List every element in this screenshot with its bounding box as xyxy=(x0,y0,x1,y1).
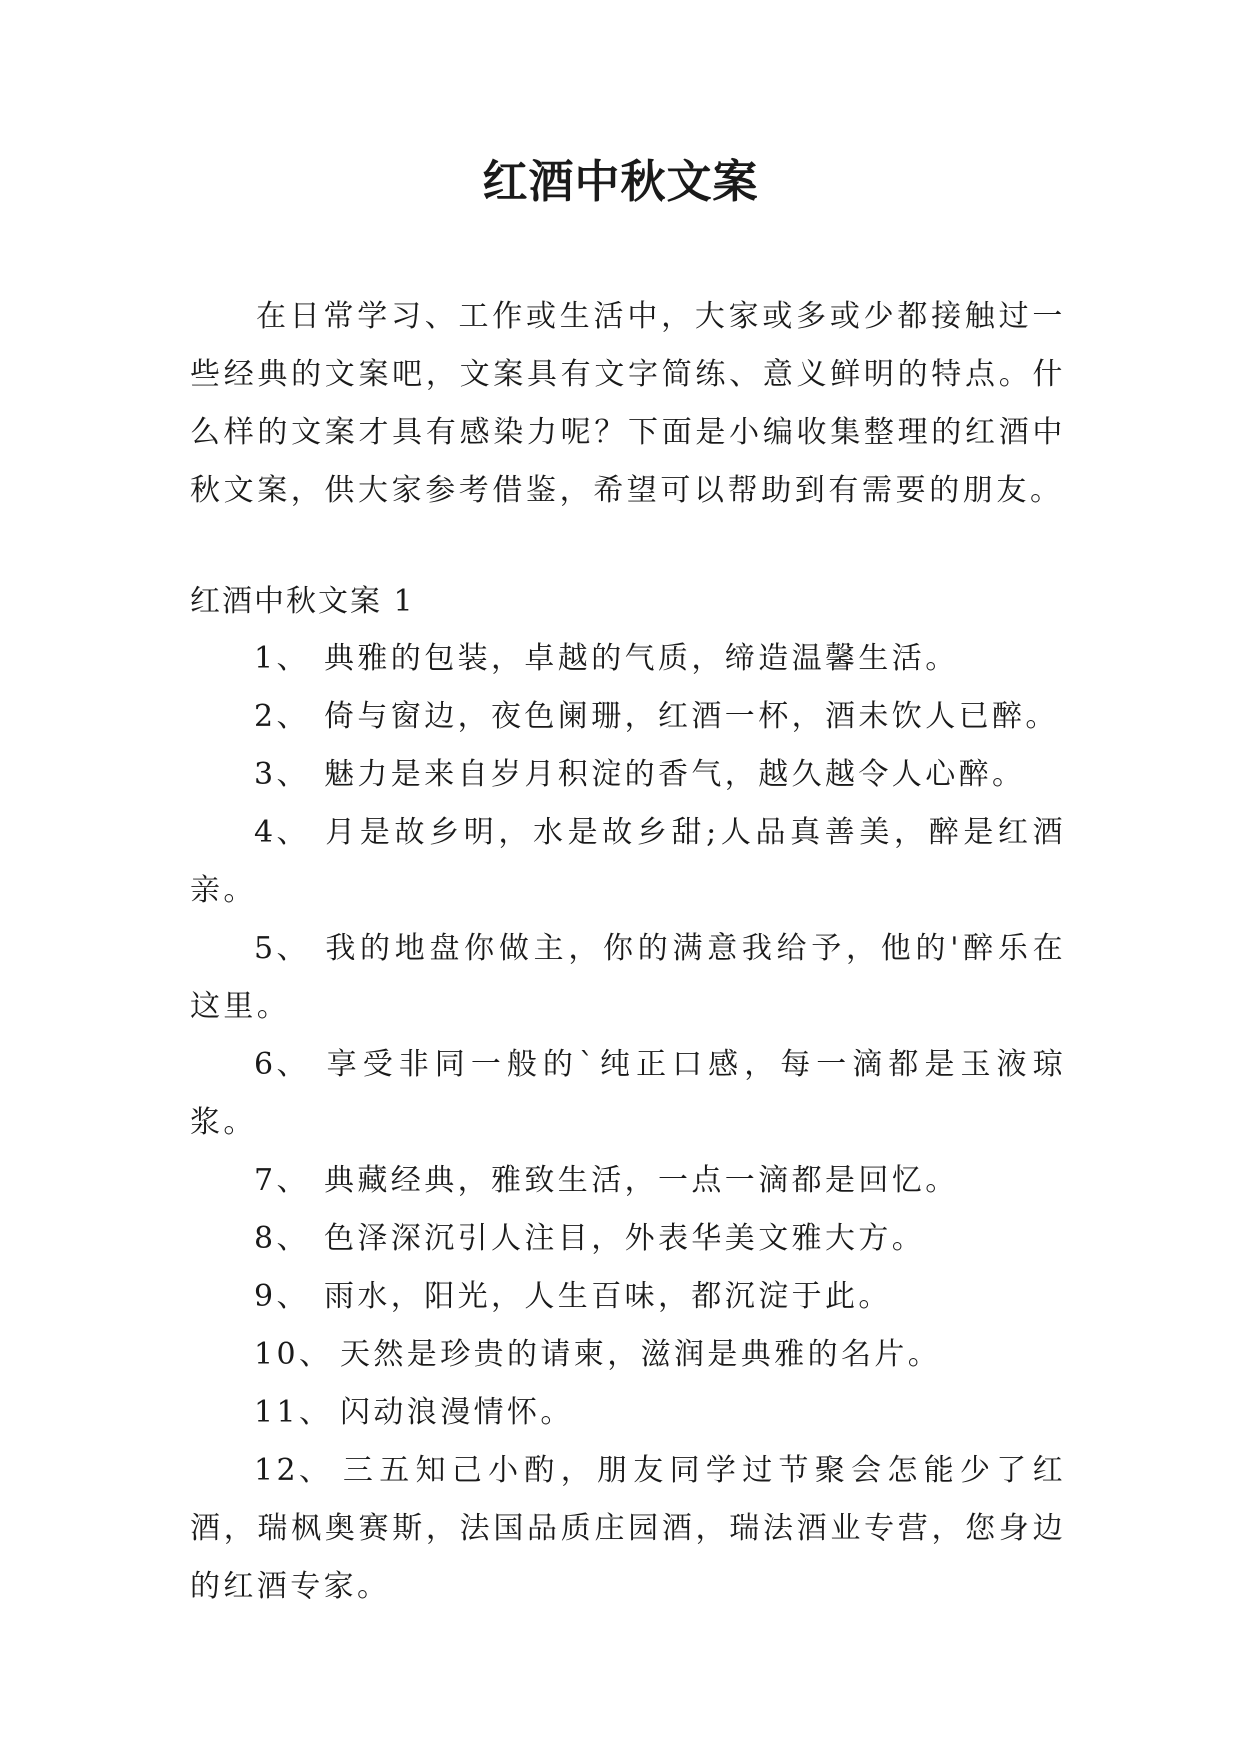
item-number: 5、 xyxy=(254,931,310,966)
list-item xyxy=(190,746,1066,804)
item-text: 我的地盘你做主，你的满意我给予，他的'醉乐在这里。 xyxy=(190,931,1066,1024)
section-heading: 红酒中秋文案 1 xyxy=(190,584,415,619)
list-item xyxy=(190,1268,1066,1326)
item-text: 魅力是来自岁月积淀的香气，越久越令人心醉。 xyxy=(324,757,1026,792)
list-item xyxy=(190,1210,1066,1268)
item-number: 11、 xyxy=(254,1395,333,1430)
list-item xyxy=(190,920,1066,1036)
item-number: 4、 xyxy=(254,815,310,850)
list-item xyxy=(190,1152,1066,1210)
list-item xyxy=(190,1326,1066,1384)
item-text: 典藏经典，雅致生活，一点一滴都是回忆。 xyxy=(324,1163,959,1198)
list-item xyxy=(190,1442,1066,1616)
item-text: 雨水，阳光，人生百味，都沉淀于此。 xyxy=(324,1279,892,1314)
item-text: 典雅的包装，卓越的气质，缔造温馨生活。 xyxy=(324,641,959,676)
intro-paragraph: 在日常学习、工作或生活中，大家或多或少都接触过一些经典的文案吧，文案具有文字简练、意义鲜明的特点。什么样的文案才具有感染力呢？下面是小编收集整理的红酒中秋文案，供大家参考借鉴，希望可以帮助到有需要的朋友。 xyxy=(190,299,1066,508)
item-text: 三五知己小酌，朋友同学过节聚会怎能少了红酒，瑞枫奥赛斯，法国品质庄园酒，瑞法酒业专营，您身边的红酒专家。 xyxy=(190,1453,1066,1604)
list-item xyxy=(190,1384,1066,1442)
item-number: 12、 xyxy=(254,1453,333,1488)
item-number: 6、 xyxy=(254,1047,310,1082)
list-item xyxy=(190,688,1066,746)
item-text: 倚与窗边，夜色阑珊，红酒一杯，酒未饮人已醉。 xyxy=(324,699,1059,734)
list-item xyxy=(190,804,1066,920)
item-number: 7、 xyxy=(254,1163,310,1198)
item-number: 1、 xyxy=(254,641,310,676)
item-number: 8、 xyxy=(254,1221,310,1256)
item-text: 色泽深沉引人注目，外表华美文雅大方。 xyxy=(324,1221,926,1256)
document-title: 红酒中秋文案 xyxy=(482,155,759,208)
item-text: 天然是珍贵的请柬，滋润是典雅的名片。 xyxy=(340,1337,942,1372)
item-text: 闪动浪漫情怀。 xyxy=(340,1395,574,1430)
slogan-list xyxy=(190,630,1066,1616)
item-number: 10、 xyxy=(254,1337,333,1372)
list-item xyxy=(190,630,1066,688)
list-item xyxy=(190,1036,1066,1152)
item-text: 享受非同一般的`纯正口感，每一滴都是玉液琼浆。 xyxy=(190,1047,1066,1140)
item-number: 2、 xyxy=(254,699,310,734)
item-number: 9、 xyxy=(254,1279,310,1314)
item-text: 月是故乡明，水是故乡甜;人品真善美，醉是红酒亲。 xyxy=(190,815,1066,908)
item-number: 3、 xyxy=(254,757,310,792)
